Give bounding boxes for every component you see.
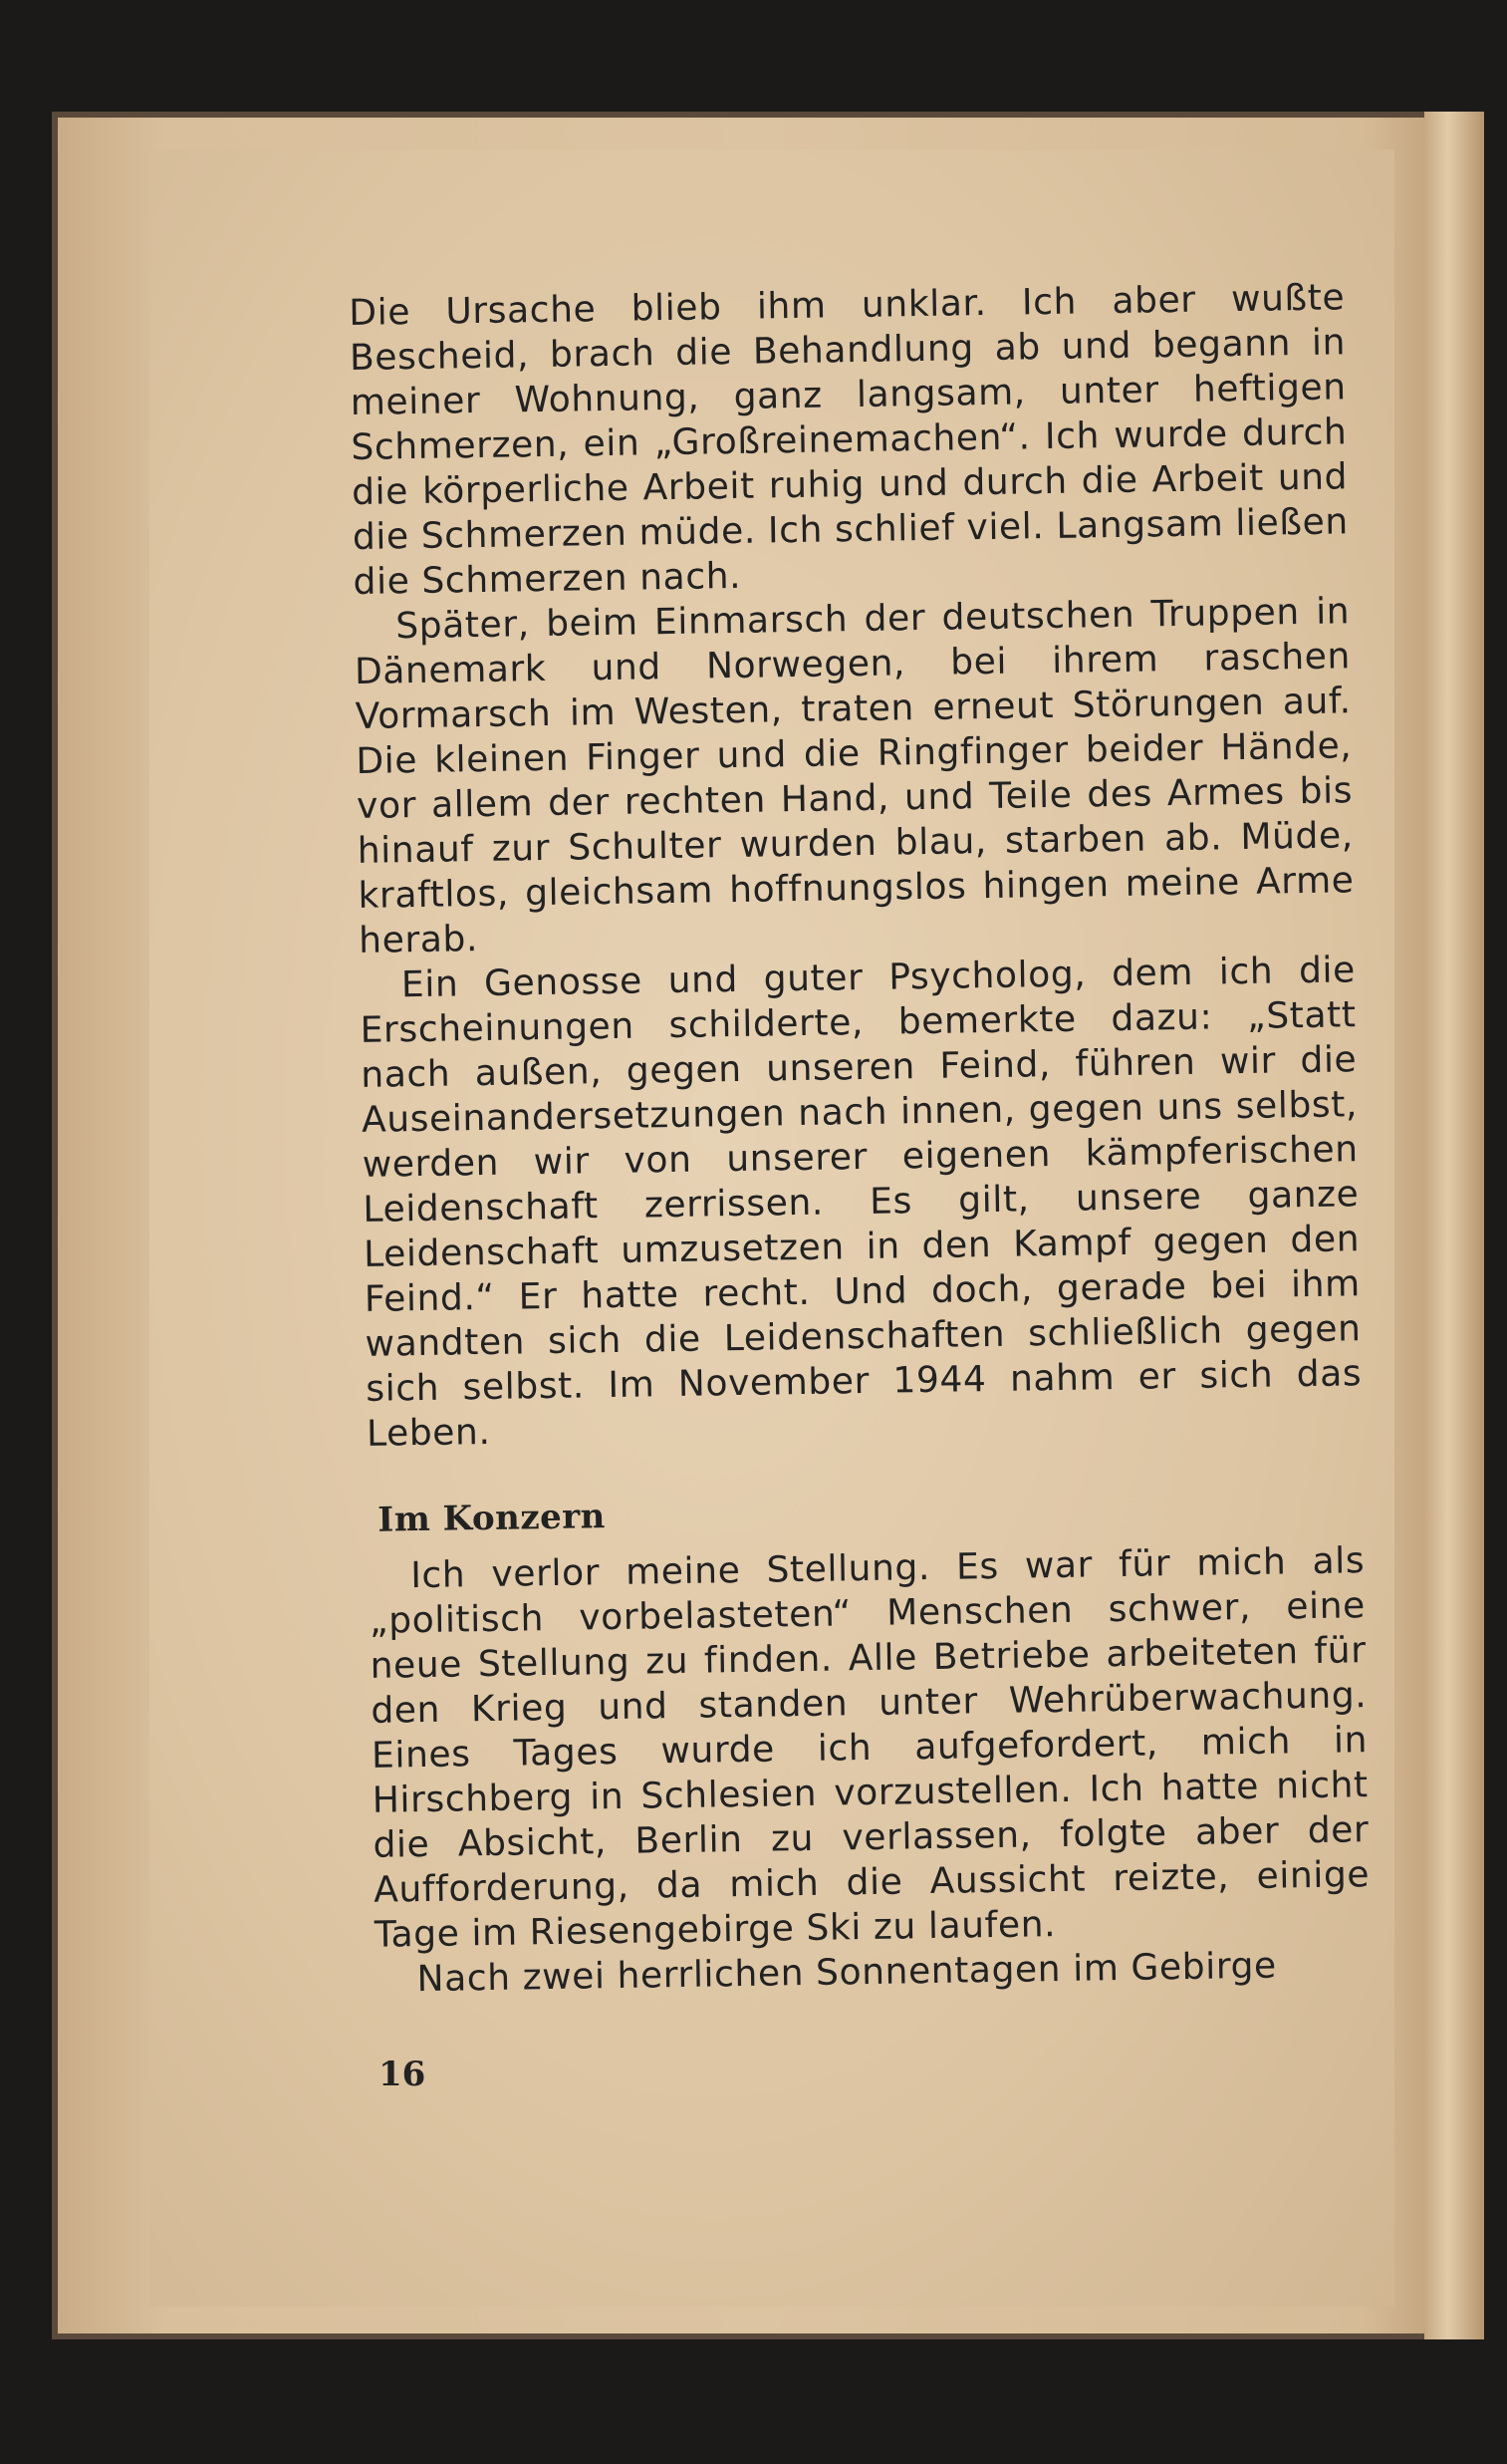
paragraph-3: Ein Genosse und guter Psycholog, dem ich die Erscheinungen schilderte, bemerkte dazu: „Statt nach außen, gegen unseren Feind, führen wir die Auseinandersetzungen nach innen, gegen uns selbst, werden wir von unserer eigenen kämpferischen Leidenschaft zerrissen. Es gilt, unsere ganze Leidenschaft umzusetzen in den Kampf gegen den Feind.“ Er hatte recht. Und doch, gerade bei ihm wandten sich die Leidenschaften schließlich gegen sich selbst. Im November 1944 nahm er sich das Leben. [360,950,1363,1455]
paragraph-4: Ich verlor meine Stellung. Es war für mich als „politisch vorbelasteten“ Menschen schwer, eine neue Stellung zu finden. Alle Betriebe arbeiteten für den Krieg und standen unter Wehrüberwachung. Eines Tages wurde ich aufgefordert, mich in Hirschberg in Schlesien vorzustellen. Ich hatte nicht die Absicht, Berlin zu verlassen, folgte aber der Aufforderung, da mich die Aussicht reizte, einige Tage im Riesengebirge Ski zu laufen. [369,1540,1371,1956]
page-text [349,275,1372,2002]
paragraph-1: Die Ursache blieb ihm unklar. Ich aber wußte Bescheid, brach die Behandlung ab und begann in meiner Wohnung, ganz langsam, unter heftigen Schmerzen, ein „Großreinemachen“. Ich wurde durch die körperliche Arbeit ruhig und durch die Arbeit und die Schmerzen müde. Ich schlief viel. Langsam ließen die Schmerzen nach. [349,277,1350,603]
paragraph-2: Später, beim Einmarsch der deutschen Truppen in Dänemark und Norwegen, bei ihrem raschen Vormarsch im Westen, traten erneut Störungen auf. Die kleinen Finger und die Ringfinger beider Hände, vor allem der rechten Hand, und Teile des Armes bis hinauf zur Schulter wurden blau, starben ab. Müde, kraftlos, gleichsam hoffnungslos hingen meine Arme herab. [354,591,1355,961]
paragraph-5: Nach zwei herrlichen Sonnentagen im Gebirge [416,1945,1278,2001]
section-heading: Im Konzern [377,1497,607,1540]
page-number: 16 [378,2054,426,2094]
book-spine-edge [1424,112,1484,2339]
